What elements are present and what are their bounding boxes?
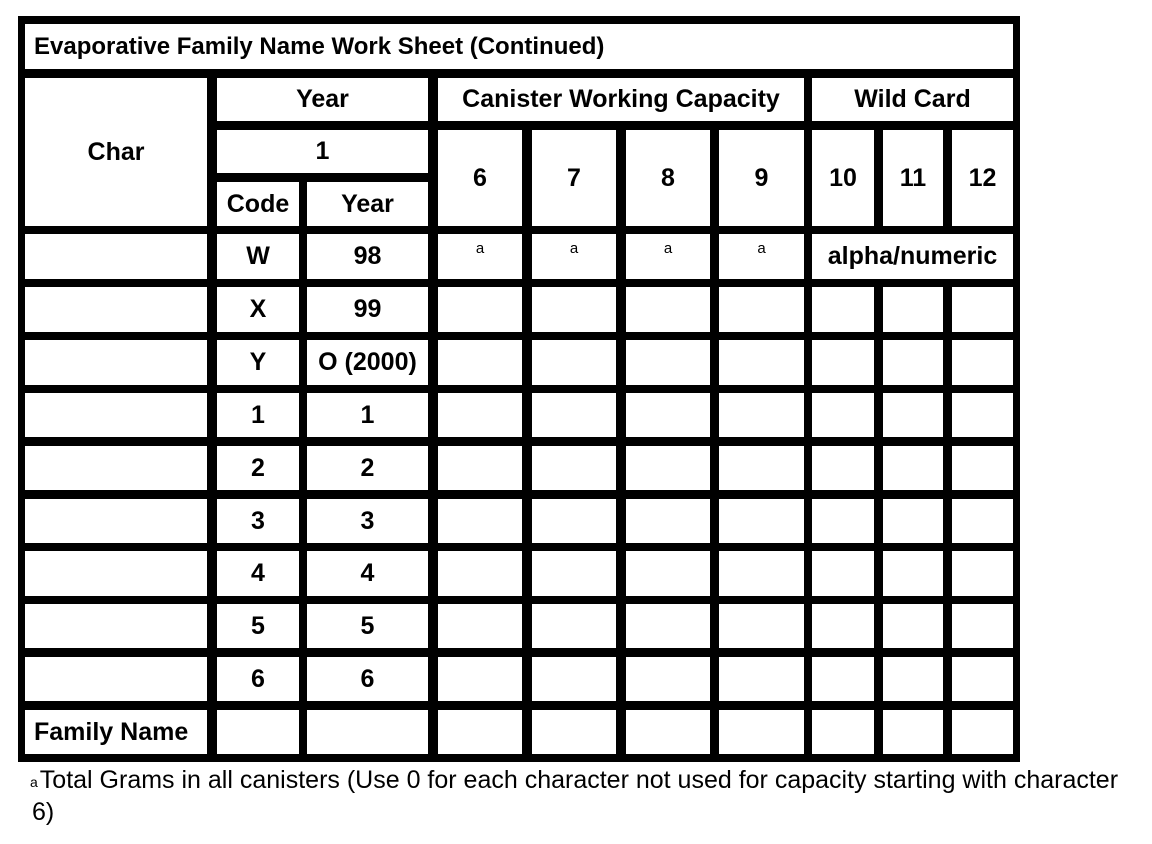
wild-card-cell[interactable] (883, 604, 943, 648)
wild-card-cell[interactable] (952, 657, 1013, 701)
capacity-cell[interactable] (719, 604, 804, 648)
char-cell[interactable] (25, 234, 207, 279)
wild-card-cell[interactable] (883, 393, 943, 437)
code-cell: W (217, 234, 299, 279)
char-cell[interactable] (25, 393, 207, 437)
family-name-label: Family Name (25, 710, 207, 754)
footnote (32, 764, 1142, 828)
wild-card-cell[interactable] (883, 499, 943, 543)
wild-card-cell[interactable] (883, 657, 943, 701)
capacity-cell[interactable] (719, 499, 804, 543)
capacity-cell[interactable] (626, 393, 710, 437)
wild-card-cell[interactable] (812, 446, 874, 490)
column-header-6: 6 (438, 130, 522, 226)
family-name-cell[interactable] (626, 710, 710, 754)
wild-card-cell[interactable] (952, 551, 1013, 596)
code-cell: 4 (217, 551, 299, 596)
char-cell[interactable] (25, 446, 207, 490)
wild-card-cell[interactable] (952, 446, 1013, 490)
wild-card-cell[interactable] (812, 340, 874, 385)
char-cell[interactable] (25, 551, 207, 596)
capacity-cell[interactable] (438, 551, 522, 596)
column-header-7: 7 (532, 130, 616, 226)
footnote-text: Total Grams in all canisters (Use 0 for each character not used for capacity starting with character 6) (32, 766, 1119, 826)
wild-card-cell[interactable] (952, 604, 1013, 648)
capacity-cell[interactable] (532, 340, 616, 385)
wild-card-cell[interactable] (883, 551, 943, 596)
wild-card-cell[interactable] (952, 393, 1013, 437)
capacity-cell[interactable] (532, 393, 616, 437)
wild-card-cell[interactable] (812, 287, 874, 332)
wild-card-header: Wild Card (812, 78, 1013, 121)
column-header-12: 12 (952, 130, 1013, 226)
evaporative-family-worksheet-table (18, 16, 1020, 762)
footnote-marker: a (30, 774, 38, 790)
family-name-cell[interactable] (217, 710, 299, 754)
capacity-cell[interactable] (438, 340, 522, 385)
year-cell: 1 (307, 393, 428, 437)
year-cell: 5 (307, 604, 428, 648)
column-header-8: 8 (626, 130, 710, 226)
capacity-footnote-marker: a (532, 234, 616, 279)
capacity-cell[interactable] (719, 393, 804, 437)
year-header: Year (217, 78, 428, 121)
year-subheader: Year (307, 182, 428, 226)
canister-working-capacity-header: Canister Working Capacity (438, 78, 804, 121)
wild-card-cell[interactable] (883, 287, 943, 332)
column-header-9: 9 (719, 130, 804, 226)
capacity-cell[interactable] (532, 657, 616, 701)
capacity-cell[interactable] (626, 340, 710, 385)
capacity-cell[interactable] (626, 604, 710, 648)
wild-card-cell[interactable] (812, 499, 874, 543)
char-cell[interactable] (25, 499, 207, 543)
capacity-cell[interactable] (719, 657, 804, 701)
capacity-cell[interactable] (438, 287, 522, 332)
column-header-10: 10 (812, 130, 874, 226)
year-cell: 2 (307, 446, 428, 490)
capacity-footnote-marker: a (626, 234, 710, 279)
year-cell: 98 (307, 234, 428, 279)
char-cell[interactable] (25, 287, 207, 332)
wild-card-cell[interactable] (812, 551, 874, 596)
family-name-cell[interactable] (719, 710, 804, 754)
capacity-footnote-marker: a (719, 234, 804, 279)
char-cell[interactable] (25, 340, 207, 385)
capacity-cell[interactable] (438, 657, 522, 701)
code-cell: 6 (217, 657, 299, 701)
column-header-11: 11 (883, 130, 943, 226)
code-header: Code (217, 182, 299, 226)
year-cell: 4 (307, 551, 428, 596)
capacity-cell[interactable] (438, 446, 522, 490)
capacity-cell[interactable] (532, 446, 616, 490)
capacity-cell[interactable] (532, 499, 616, 543)
capacity-cell[interactable] (532, 604, 616, 648)
wild-card-cell[interactable] (952, 499, 1013, 543)
capacity-cell[interactable] (719, 446, 804, 490)
year-cell: 6 (307, 657, 428, 701)
family-name-cell[interactable] (812, 710, 874, 754)
family-name-cell[interactable] (307, 710, 428, 754)
wild-card-cell[interactable] (883, 446, 943, 490)
capacity-cell[interactable] (626, 657, 710, 701)
wild-card-cell[interactable] (952, 287, 1013, 332)
worksheet-title: Evaporative Family Name Work Sheet (Continued) (25, 24, 1013, 69)
year-cell: 3 (307, 499, 428, 543)
capacity-cell[interactable] (532, 287, 616, 332)
wild-card-cell[interactable] (812, 393, 874, 437)
capacity-cell[interactable] (438, 604, 522, 648)
code-cell: 1 (217, 393, 299, 437)
capacity-cell[interactable] (719, 287, 804, 332)
capacity-cell[interactable] (438, 499, 522, 543)
year-cell: 99 (307, 287, 428, 332)
family-name-cell[interactable] (438, 710, 522, 754)
wild-card-cell[interactable] (812, 604, 874, 648)
char-header: Char (25, 78, 207, 226)
family-name-cell[interactable] (532, 710, 616, 754)
wild-card-value: alpha/numeric (812, 234, 1013, 279)
capacity-cell[interactable] (626, 446, 710, 490)
year-cell: O (2000) (307, 340, 428, 385)
code-cell: X (217, 287, 299, 332)
code-cell: Y (217, 340, 299, 385)
code-cell: 5 (217, 604, 299, 648)
char-cell[interactable] (25, 657, 207, 701)
code-cell: 2 (217, 446, 299, 490)
capacity-cell[interactable] (438, 393, 522, 437)
wild-card-cell[interactable] (812, 657, 874, 701)
capacity-footnote-marker: a (438, 234, 522, 279)
wild-card-cell[interactable] (883, 340, 943, 385)
capacity-cell[interactable] (626, 551, 710, 596)
family-name-cell[interactable] (883, 710, 943, 754)
year-position-header: 1 (217, 130, 428, 173)
wild-card-cell[interactable] (952, 340, 1013, 385)
capacity-cell[interactable] (626, 499, 710, 543)
capacity-cell[interactable] (626, 287, 710, 332)
capacity-cell[interactable] (719, 340, 804, 385)
capacity-cell[interactable] (532, 551, 616, 596)
code-cell: 3 (217, 499, 299, 543)
family-name-cell[interactable] (952, 710, 1013, 754)
char-cell[interactable] (25, 604, 207, 648)
capacity-cell[interactable] (719, 551, 804, 596)
